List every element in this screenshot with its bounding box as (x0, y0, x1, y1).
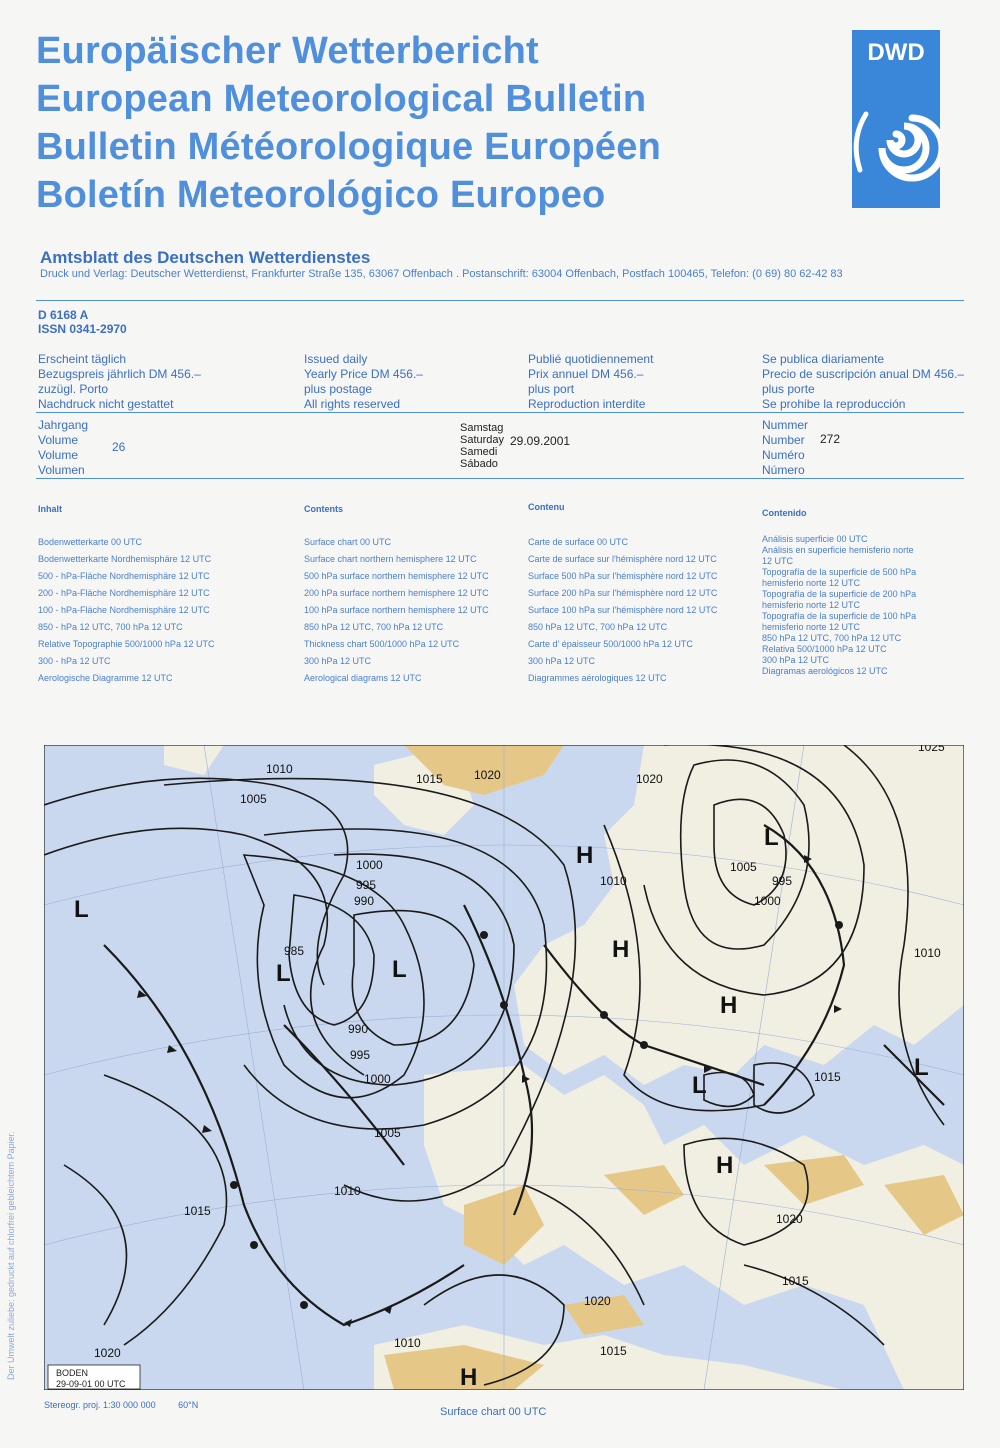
list-item: 850 hPa 12 UTC, 700 hPa 12 UTC (304, 622, 444, 632)
isobar-label: 985 (284, 944, 305, 958)
list-item: Surface 500 hPa sur l'hémisphère nord 12 UTC (528, 571, 718, 581)
list-item: Carte de surface sur l'hémisphère nord 12 UTC (528, 554, 717, 564)
toc-head-de: Inhalt (38, 504, 62, 514)
info-en: Issued daily Yearly Price DM 456.– plus postage All rights reserved (304, 352, 423, 411)
low-pressure-center: L (764, 824, 779, 851)
high-pressure-center: H (460, 1364, 478, 1390)
isobar-label: 1015 (600, 1344, 627, 1358)
day-labels: Samstag Saturday Samedi Sábado (460, 422, 505, 470)
list-item: 300 - hPa 12 UTC (38, 656, 111, 666)
low-pressure-center: L (392, 956, 407, 983)
isobar-label: 995 (356, 878, 377, 892)
list-item: Relative Topographie 500/1000 hPa 12 UTC (38, 639, 215, 649)
list-item: Bodenwetterkarte 00 UTC (38, 537, 143, 547)
isobar-label: 1020 (94, 1346, 121, 1360)
list-item: Relativa 500/1000 hPa 12 UTC (762, 644, 887, 654)
isobar-label: 1010 (600, 874, 627, 888)
list-item: 200 hPa surface northern hemisphere 12 UTC (304, 588, 489, 598)
code-issn: ISSN 0341-2970 (38, 322, 127, 336)
list-item: 300 hPa 12 UTC (762, 655, 830, 665)
isobar-label: 1005 (374, 1126, 401, 1140)
isobar-label: 1010 (334, 1184, 361, 1198)
isobar-label: 1025 (918, 745, 945, 754)
isobar-label: 1005 (240, 792, 267, 806)
map-stamp-date: 29-09-01 00 UTC (56, 1379, 126, 1389)
low-pressure-center: L (914, 1054, 929, 1081)
isobar-label: 1020 (474, 768, 501, 782)
isobar-label: 1015 (814, 1070, 841, 1084)
projection-note: Stereogr. proj. 1:30 000 000 60°N (44, 1400, 199, 1410)
dwd-logo-text: DWD (867, 39, 925, 66)
list-item: Thickness chart 500/1000 hPa 12 UTC (304, 639, 460, 649)
divider (36, 412, 964, 413)
toc-list-de (38, 534, 214, 687)
list-item: Topografía de la superficie de 100 hPa hemisferio norte 12 UTC (762, 611, 917, 632)
info-es: Se publica diariamente Precio de suscripción anual DM 456.– plus porte Se prohibe la reproducción (762, 352, 965, 411)
list-item: 850 hPa 12 UTC, 700 hPa 12 UTC (762, 633, 902, 643)
number-labels: Nummer Number Numéro Número (762, 418, 809, 477)
list-item: 850 - hPa 12 UTC, 700 hPa 12 UTC (38, 622, 183, 632)
isobar-label: 1000 (754, 894, 781, 908)
list-item: Diagrammes aérologiques 12 UTC (528, 673, 667, 683)
isobar-label: 1000 (364, 1072, 391, 1086)
isobar-label: 995 (772, 874, 793, 888)
publisher-address: Druck und Verlag: Deutscher Wetterdienst, Frankfurter Straße 135, 63067 Offenbach . Postanschrift: 63004 Offenbach, Postfach 100465, Telefon: (0 69) 80 62-42 83 (40, 268, 843, 280)
list-item: Topografía de la superficie de 500 hPa hemisferio norte 12 UTC (762, 567, 917, 588)
title-en: European Meteorological Bulletin (36, 78, 647, 120)
isobar-label: 1015 (782, 1274, 809, 1288)
toc-head-fr: Contenu (528, 502, 565, 512)
toc-head-en: Contents (304, 504, 343, 514)
list-item: Aerologische Diagramme 12 UTC (38, 673, 173, 683)
isobar-label: 1020 (636, 772, 663, 786)
isobar-label: 1010 (914, 946, 941, 960)
list-item: 100 hPa surface northern hemisphere 12 UTC (304, 605, 489, 615)
side-note: Der Umwelt zuliebe: gedruckt auf chlorfrei gebleichtem Papier. (6, 1131, 16, 1380)
list-item: Diagramas aerológicos 12 UTC (762, 666, 888, 676)
list-item: 850 hPa 12 UTC, 700 hPa 12 UTC (528, 622, 668, 632)
low-pressure-center: L (692, 1072, 707, 1099)
isobar-label: 1010 (394, 1336, 421, 1350)
list-item: 200 - hPa-Fläche Nordhemisphäre 12 UTC (38, 588, 210, 598)
volume-number: 26 (112, 440, 126, 454)
isobar-label: 990 (348, 1022, 369, 1036)
issue-date: 29.09.2001 (510, 434, 571, 448)
list-item: Bodenwetterkarte Nordhemisphäre 12 UTC (38, 554, 212, 564)
isobar-label: 1000 (356, 858, 383, 872)
isobar-label: 1020 (776, 1212, 803, 1226)
high-pressure-center: H (576, 842, 594, 869)
isobar-label: 990 (354, 894, 375, 908)
map-stamp-title: BODEN (56, 1368, 89, 1378)
isobar-label: 1015 (416, 772, 443, 786)
isobar-label: 995 (350, 1048, 371, 1062)
list-item: 500 - hPa-Fläche Nordhemisphäre 12 UTC (38, 571, 210, 581)
high-pressure-center: H (720, 992, 738, 1019)
toc-head-es: Contenido (762, 508, 807, 518)
toc-list-es (762, 534, 922, 677)
high-pressure-center: H (716, 1152, 734, 1179)
isobar-label: 1005 (730, 860, 757, 874)
divider (36, 478, 964, 479)
list-item: Análisis en superficie hemisferio norte 12 UTC (762, 545, 914, 566)
dwd-logo (852, 30, 940, 208)
list-item: 100 - hPa-Fläche Nordhemisphäre 12 UTC (38, 605, 210, 615)
volume-labels: Jahrgang Volume Volume Volumen (38, 418, 89, 477)
isobar-label: 1020 (584, 1294, 611, 1308)
list-item: Análisis superficie 00 UTC (762, 534, 868, 544)
toc-list-fr (528, 534, 717, 687)
list-item: Surface 200 hPa sur l'hémisphère nord 12 UTC (528, 588, 718, 598)
publisher-name: Amtsblatt des Deutschen Wetterdienstes (40, 248, 371, 267)
info-de: Erscheint täglich Bezugspreis jährlich DM 456.– zuzügl. Porto Nachdruck nicht gestattet (38, 352, 201, 411)
title-fr: Bulletin Météorologique Européen (36, 126, 661, 168)
toc-list-en (304, 534, 489, 687)
list-item: 300 hPa 12 UTC (304, 656, 372, 666)
list-item: Aerological diagrams 12 UTC (304, 673, 422, 683)
surface-weather-map (44, 745, 964, 1390)
list-item: 500 hPa surface northern hemisphere 12 UTC (304, 571, 489, 581)
high-pressure-center: H (612, 936, 630, 963)
map-caption: Surface chart 00 UTC (440, 1406, 547, 1418)
divider (36, 300, 964, 301)
title-es: Boletín Meteorológico Europeo (36, 174, 606, 216)
list-item: Topografía de la superficie de 200 hPa hemisferio norte 12 UTC (762, 589, 917, 610)
low-pressure-center: L (74, 896, 89, 923)
list-item: Carte de surface 00 UTC (528, 537, 629, 547)
list-item: 300 hPa 12 UTC (528, 656, 596, 666)
isobar-label: 1015 (184, 1204, 211, 1218)
list-item: Surface chart northern hemisphere 12 UTC (304, 554, 477, 564)
list-item: Carte d' épaisseur 500/1000 hPa 12 UTC (528, 639, 693, 649)
info-fr: Publié quotidiennement Prix annuel DM 456.– plus port Reproduction interdite (528, 352, 654, 411)
low-pressure-center: L (276, 960, 291, 987)
issue-number: 272 (820, 432, 841, 446)
isobar-label: 1010 (266, 762, 293, 776)
title-de: Europäischer Wetterbericht (36, 30, 539, 72)
list-item: Surface chart 00 UTC (304, 537, 392, 547)
list-item: Surface 100 hPa sur l'hémisphère nord 12 UTC (528, 605, 718, 615)
code-d: D 6168 A (38, 308, 89, 322)
